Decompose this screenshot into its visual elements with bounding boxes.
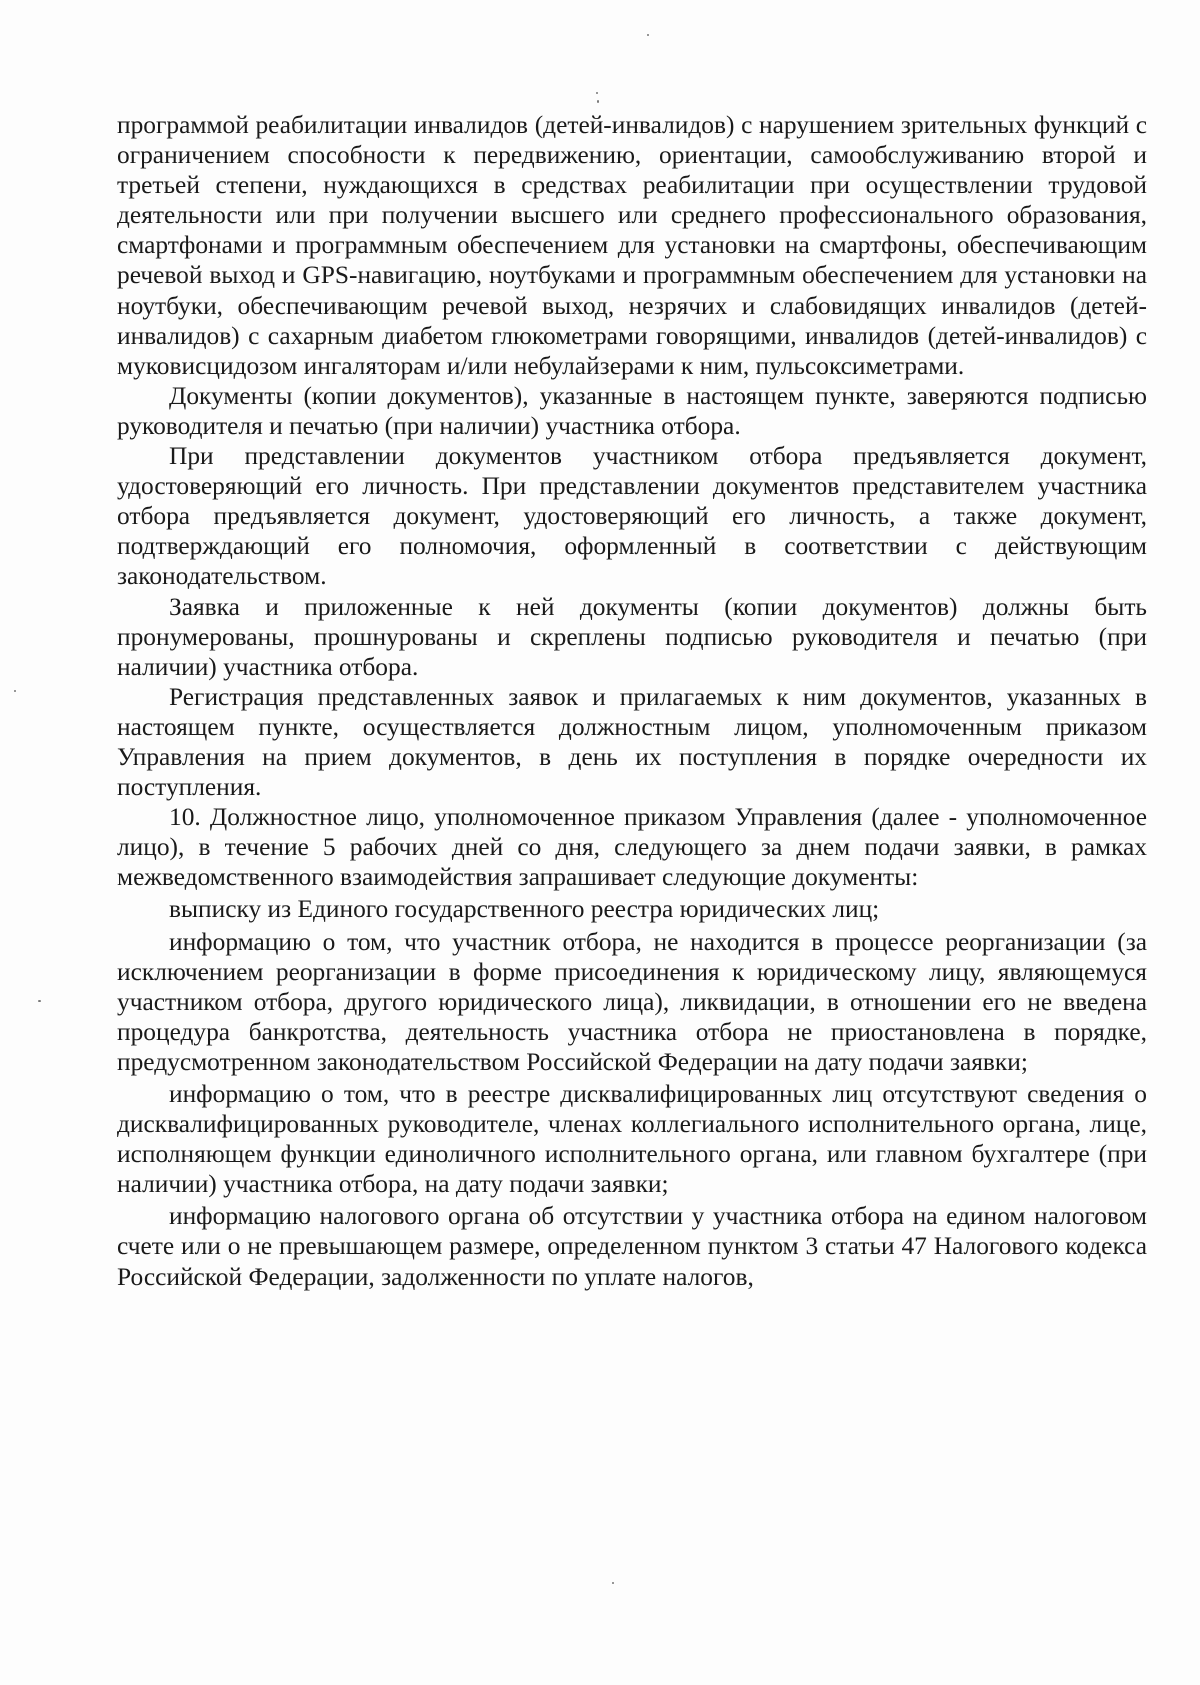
paragraph-tax-authority: информацию налогового органа об отсутствии у участника отбора на едином налоговом счете или о не превышающем размере, определенном пунктом 3 статьи 47 Налогового кодекса Российской Федерации, задолженности по уплате налогов, xyxy=(117,1202,1147,1291)
paragraph-egrul-extract: выписку из Единого государственного реестра юридических лиц; xyxy=(169,895,880,924)
paragraph-reorganization-info: информацию о том, что участник отбора, не находится в процессе реорганизации (за исключением реорганизации в форме присоединения к юридическому лицу, являющемуся участником отбора, другого юридического лица), ликвидации, в отношении его не введена процедура банкротства, деятельность участника отбора не приостановлена в порядке, предусмотренном законодательством Российской Федерации на дату подачи заявки; xyxy=(117,927,1147,1076)
scan-speck xyxy=(647,34,649,36)
paragraph-identity-documents: При представлении документов участником отбора предъявляется документ, удостоверяющий его личность. При представлении документов представителем участника отбора предъявляется документ, удостоверяющий его личность, а также документ, подтверждающий его полномочия, оформленный в соответствии с действующим законодательством. xyxy=(117,442,1147,591)
scan-speck xyxy=(612,1582,614,1584)
scan-speck xyxy=(596,92,598,94)
scan-speck xyxy=(14,690,16,692)
document-body xyxy=(117,110,1147,1292)
paragraph-registration: Регистрация представленных заявок и прилагаемых к ним документов, указанных в настоящем пункте, осуществляется должностным лицом, уполномоченным приказом Управления на прием документов, в день их поступления в порядке очередности их поступления. xyxy=(117,682,1147,802)
scan-speck xyxy=(597,100,599,103)
paragraph-item-10: 10. Должностное лицо, уполномоченное приказом Управления (далее - уполномоченное лицо), в течение 5 рабочих дней со дня, следующего за днем подачи заявки, в рамках межведомственного взаимодействия запрашивает следующие документы: xyxy=(117,803,1147,892)
paragraph-rehab-devices: программой реабилитации инвалидов (детей-инвалидов) с нарушением зрительных функций с ограничением способности к передвижению, ориентации, самообслуживанию второй и третьей степени, нуждающихся в средствах реабилитации при осуществлении трудовой деятельности или при получении высшего или среднего профессионального образования, смартфонами и программным обеспечением для установки на смартфоны, обеспечивающим речевой выход и GPS-навигацию, ноутбуками и программным обеспечением для установки на ноутбуки, обеспечивающим речевой выход, незрячих и слабовидящих инвалидов (детей-инвалидов) с сахарным диабетом глюкометрами говорящими, инвалидов (детей-инвалидов) с муковисцидозом ингаляторам и/или небулайзерами к ним, пульсоксиметрами. xyxy=(117,111,1147,380)
paragraph-certification: Документы (копии документов), указанные в настоящем пункте, заверяются подписью руководителя и печатью (при наличии) участника отбора. xyxy=(117,381,1147,440)
paragraph-disqualified-persons: информацию о том, что в реестре дисквалифицированных лиц отсутствуют сведения о дисквалифицированных руководителе, членах коллегиального исполнительного органа, лице, исполняющем функции единоличного исполнительного органа, или главном бухгалтере (при наличии) участника отбора, на дату подачи заявки; xyxy=(117,1080,1147,1199)
paragraph-application-binding: Заявка и приложенные к ней документы (копии документов) должны быть пронумерованы, прошнурованы и скреплены подписью руководителя и печатью (при наличии) участника отбора. xyxy=(117,592,1147,681)
scan-speck xyxy=(38,1000,41,1002)
